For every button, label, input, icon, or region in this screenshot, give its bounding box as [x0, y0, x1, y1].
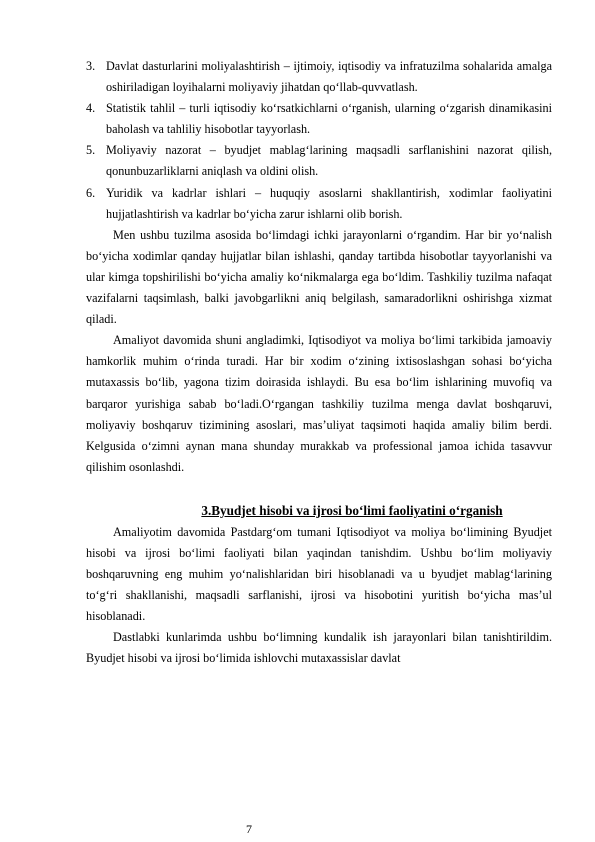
list-item	[86, 183, 552, 225]
body-paragraph: Men ushbu tuzilma asosida bo‘limdagi ichki jarayonlarni o‘rgandim. Har bir yo‘nalish bo‘yicha xodimlar qanday hujjatlar bilan ishlashi, qanday tartibda hisobotlar tayyorlanishi va ular kimga topshirilishi bo‘yicha amaliy ko‘nikmalarga ega bo‘ldim. Tashkiliy tuzilma nafaqat vazifalarni taqsimlash, balki javobgarlikni aniq belgilash, samaradorlikni oshirishga xizmat qiladi.	[86, 227, 552, 327]
page-number: 7	[246, 822, 252, 836]
list-item-number: 6.	[86, 185, 96, 200]
list-item-text: Davlat dasturlarini moliyalashtirish – ijtimoiy, iqtisodiy va infratuzilma sohalarida amalga oshiriladigan loyihalarni moliyaviy jihatdan qo‘llab-quvvatlash.	[106, 59, 552, 95]
list-item-text: Statistik tahlil – turli iqtisodiy ko‘rsatkichlarni o‘rganish, ularning o‘zgarish dinamikasini baholash va tahliliy hisobotlar tayyorlash.	[106, 101, 552, 137]
body-paragraph: Amaliyot davomida shuni angladimki, Iqtisodiyot va moliya bo‘limi tarkibida jamoaviy hamkorlik muhim o‘rinda turadi. Har bir xodim o‘zining ixtisoslashgan sohasi bo‘yicha mutaxassis bo‘lib, yagona tizim doirasida ishlaydi. Bu esa bo‘lim ishlarining muvofiq va barqaror yurishiga sabab bo‘ladi.O‘rgangan tashkiliy tuzilma menga davlat boshqaruvi, moliyaviy boshqaruv tizimining asoslari, mas’uliyat taqsimoti haqida amaliy bilim berdi. Kelgusida o‘zimni aynan mana shunday murakkab va professional jamoa ichida tasavvur qilishim osonlashdi.	[86, 333, 552, 474]
list-item	[86, 56, 552, 98]
section-heading: 3.Byudjet hisobi va ijrosi bo‘limi faoliyatini o‘rganish	[201, 502, 503, 518]
list-item-number: 3.	[86, 59, 96, 73]
list-item	[86, 98, 552, 140]
list-item-text: Moliyaviy nazorat – byudjet mablag‘larining maqsadli sarflanishini nazorat qilish, qonunbuzarliklarni aniqlash va oldini olish.	[106, 143, 552, 179]
list-item-text: Yuridik va kadrlar ishlari – huquqiy asoslarni shakllantirish, xodimlar faoliyatini hujjatlashtirish va kadrlar bo‘yicha zarur ishlarni olib borish.	[106, 185, 552, 221]
list-item-number: 4.	[86, 101, 96, 116]
body-paragraph: Dastlabki kunlarimda ushbu bo‘limning kundalik ish jarayonlari bilan tanishtirildim. Byudjet hisobi va ijrosi bo‘limida ishlovchi mutaxassislar davlat	[86, 630, 552, 666]
list-item	[86, 140, 552, 182]
numbered-list	[86, 56, 552, 225]
body-paragraph: Amaliyotim davomida Pastdarg‘om tumani Iqtisodiyot va moliya bo‘limining Byudjet hisobi va ijrosi bo‘limi faoliyati bilan yaqindan tanishdim. Ushbu bo‘lim moliyaviy boshqaruvning eng muhim yo‘nalishlaridan biri hisoblanadi va u byudjet mablag‘larining to‘g‘ri shakllanishi, maqsadli sarflanishi, ijrosi va hisobotini yuritish bo‘yicha mas’ul hisoblanadi.	[86, 524, 552, 624]
list-item-number: 5.	[86, 143, 96, 158]
page-content	[86, 56, 552, 670]
